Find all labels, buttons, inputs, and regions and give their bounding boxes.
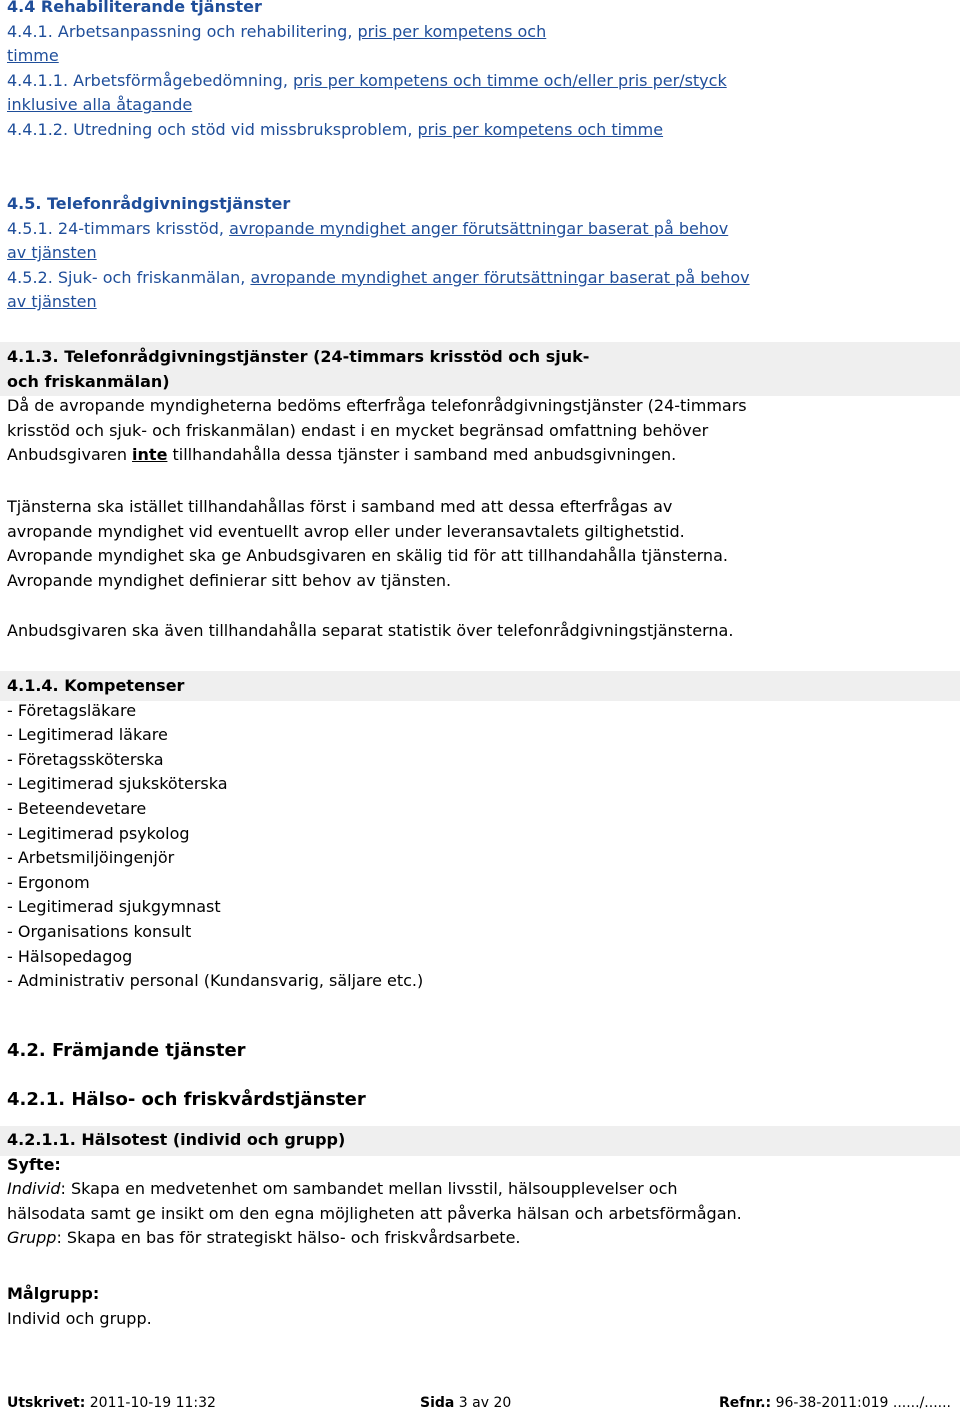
malgrupp-label: Målgrupp: (7, 1284, 100, 1303)
list-item: - Legitimerad sjukgymnast (7, 897, 221, 917)
malgrupp (7, 1282, 956, 1331)
link-4-4-1-2-pricing[interactable]: pris per kompetens och timme (417, 119, 664, 139)
line-4-4-1-2: 4.4.1.2. Utredning och stöd vid missbruksproblem, pris per kompetens och timme (7, 119, 664, 139)
section-4-2-1 (7, 1086, 956, 1114)
section-4-5 (7, 192, 956, 315)
paragraph-2-line1: Tjänsterna ska istället tillhandahållas först i samband med att dessa efterfrågas av (7, 497, 673, 516)
list-item: - Legitimerad läkare (7, 725, 168, 745)
line-4-5-2-cont (7, 290, 956, 315)
line-4-4-1-1-cont (7, 93, 956, 118)
link-4-5-1[interactable]: avropande myndighet anger förutsättningar baserat på behov (229, 218, 729, 238)
syfte-label: Syfte: (7, 1154, 61, 1174)
line-4-5-1: 4.5.1. 24-timmars krisstöd, avropande myndighet anger förutsättningar baserat på behov (7, 218, 729, 238)
malgrupp-text: Individ och grupp. (7, 1308, 152, 1328)
emphasis-inte: inte (132, 445, 168, 465)
section-4-1-3-paragraph-2 (7, 495, 956, 593)
section-4-1-4 (7, 674, 956, 994)
list-item: - Legitimerad sjuksköterska (7, 774, 228, 794)
paragraph-2-line4: Avropande myndighet definierar sitt behov av tjänsten. (7, 570, 452, 590)
link-4-4-1-pricing-cont[interactable]: timme (7, 46, 59, 66)
footer-printed: Utskrivet: 2011-10-19 11:32 (7, 1395, 216, 1411)
section-4-2-1-1 (7, 1128, 956, 1251)
individ-line2: hälsodata samt ge insikt om den egna möjligheten att påverka hälsan och arbetsförmågan. (7, 1203, 742, 1223)
line-4-5-2: 4.5.2. Sjuk- och friskanmälan, avropande myndighet anger förutsättningar baserat på behov (7, 267, 750, 287)
list-item: - Legitimerad psykolog (7, 823, 190, 843)
heading-4-1-3-line1: 4.1.3. Telefonrådgivningstjänster (24-timmars krisstöd och sjuk- (7, 347, 590, 366)
grupp-label: Grupp (7, 1228, 57, 1248)
section-4-1-3 (7, 345, 956, 468)
list-item: - Ergonom (7, 872, 90, 892)
heading-4-4: 4.4 Rehabiliterande tjänster (7, 0, 262, 16)
link-4-5-1-cont[interactable]: av tjänsten (7, 243, 97, 263)
grupp-line: Grupp: Skapa en bas för strategiskt hälso- och friskvårdsarbete. (7, 1228, 521, 1248)
heading-4-2: 4.2. Främjande tjänster (7, 1040, 246, 1061)
footer-reference: Refnr.: 96-38-2011:019 ....../...... (719, 1395, 951, 1411)
paragraph-3-line1: Anbudsgivaren ska även tillhandahålla separat statistik över telefonrådgivningstjänsterna. (7, 621, 734, 640)
link-4-5-2[interactable]: avropande myndighet anger förutsättningar baserat på behov (250, 267, 750, 287)
individ-line1: Individ: Skapa en medvetenhet om sambandet mellan livsstil, hälsoupplevelser och (7, 1179, 678, 1199)
section-4-2 (7, 1037, 956, 1065)
heading-4-2-1: 4.2.1. Hälso- och friskvårdstjänster (7, 1089, 366, 1110)
paragraph-1-line2: krisstöd och sjuk- och friskanmälan) endast i en mycket begränsad omfattning behöver (7, 420, 709, 440)
line-4-4-1-1: 4.4.1.1. Arbetsförmågebedömning, pris per kompetens och timme och/eller pris per/styck (7, 70, 727, 90)
list-item: - Arbetsmiljöingenjör (7, 848, 175, 868)
section-4-4 (7, 0, 956, 143)
paragraph-2-line3: Avropande myndighet ska ge Anbudsgivaren en skälig tid för att tillhandahålla tjänsterna. (7, 546, 728, 566)
list-item: - Företagsläkare (7, 700, 137, 720)
link-4-4-1-1-pricing-cont[interactable]: inklusive alla åtagande (7, 95, 193, 115)
paragraph-2-line2: avropande myndighet vid eventuellt avrop eller under leveransavtalets giltighetstid. (7, 521, 685, 541)
line-4-4-1: 4.4.1. Arbetsanpassning och rehabilitering, pris per kompetens och (7, 21, 547, 41)
list-item: - Administrativ personal (Kundansvarig, säljare etc.) (7, 971, 424, 991)
heading-4-1-3-line2: och friskanmälan) (7, 371, 170, 391)
paragraph-1-line3: Anbudsgivaren inte tillhandahålla dessa tjänster i samband med anbudsgivningen. (7, 445, 677, 465)
list-item: - Organisations konsult (7, 921, 192, 941)
list-item: - Hälsopedagog (7, 946, 133, 966)
link-4-4-1-pricing[interactable]: pris per kompetens och (357, 21, 547, 41)
list-item: - Företagssköterska (7, 749, 164, 769)
section-4-1-3-paragraph-3 (7, 619, 956, 644)
heading-4-2-1-1: 4.2.1.1. Hälsotest (individ och grupp) (7, 1130, 346, 1149)
line-4-4-1-cont (7, 44, 956, 69)
heading-4-1-4: 4.1.4. Kompetenser (7, 676, 185, 695)
footer-page-number: Sida 3 av 20 (420, 1395, 512, 1411)
paragraph-1-line1: Då de avropande myndigheterna bedöms efterfråga telefonrådgivningstjänster (24-timmars (7, 396, 747, 416)
individ-label: Individ (7, 1179, 61, 1199)
line-4-5-1-cont (7, 241, 956, 266)
link-4-5-2-cont[interactable]: av tjänsten (7, 292, 97, 312)
link-4-4-1-1-pricing[interactable]: pris per kompetens och timme och/eller pris per/styck (292, 70, 727, 90)
list-item: - Beteendevetare (7, 798, 147, 818)
heading-4-5: 4.5. Telefonrådgivningstjänster (7, 194, 291, 213)
